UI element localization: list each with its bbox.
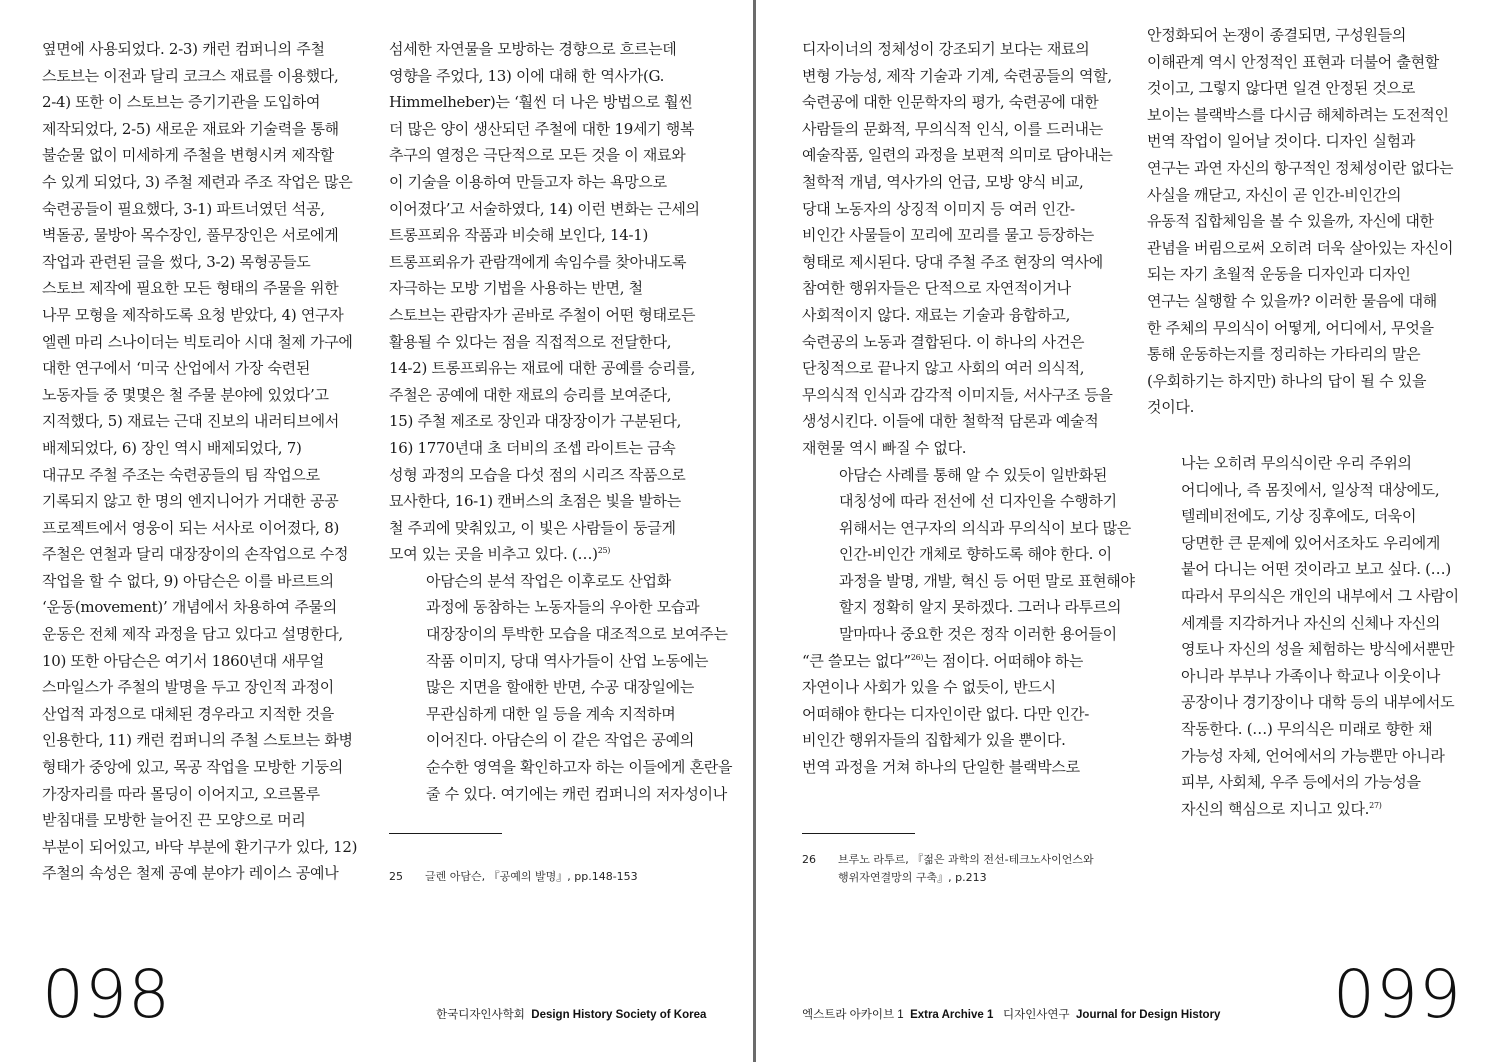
text-line: 많은 지면을 할애한 반면, 수공 대장일에는: [426, 678, 695, 697]
block-quote: [1181, 450, 1459, 822]
text-line: 이해관계 역시 안정적인 표현과 더불어 출현할: [1147, 52, 1439, 71]
text-line: 피부, 사회체, 우주 등에서의 가능성을: [1181, 773, 1421, 792]
text-line: 붙어 다니는 어떤 것이라고 보고 싶다. (…): [1181, 560, 1451, 579]
text-line: 것이다.: [1147, 398, 1195, 417]
text-line: 산업적 과정으로 대체된 경우라고 지적한 것을: [42, 704, 334, 723]
footnote-text: 글렌 아담슨, 『공예의 발명』, pp.148-153: [425, 870, 638, 883]
text-line: 사람들의 문화적, 무의식적 인식, 이를 드러내는: [802, 119, 1103, 138]
text-line: 것이고, 그렇지 않다면 일견 안정된 것으로: [1147, 79, 1416, 98]
text-line: 2-4) 또한 이 스토브는 증기기관을 도입하여: [42, 93, 321, 112]
folio-korean-2: 디자인사연구: [1002, 1009, 1070, 1021]
footnote-26: [802, 851, 1094, 887]
text-line: 연구는 실행할 수 있을까? 이러한 물음에 대해: [1147, 291, 1437, 310]
text-line: 자극하는 모방 기법을 사용하는 반면, 철: [389, 279, 643, 298]
text-line: 제작되었다, 2-5) 새로운 재료와 기술력을 통해: [42, 119, 339, 138]
footnote-25: [389, 868, 638, 886]
text-line: 성형 과정의 모습을 다섯 점의 시리즈 작품으로: [389, 465, 686, 484]
text-line: 스토브는 이전과 달리 코크스 재료를 이용했다,: [42, 66, 339, 85]
text-line: ‘운동(movement)’ 개념에서 차용하여 주물의: [42, 598, 337, 617]
text-line: 15) 주철 제조로 장인과 대장장이가 구분된다,: [389, 412, 682, 431]
left-column-2-para-1-last: [389, 541, 719, 568]
footnote-ref-27: 27): [1369, 800, 1382, 810]
text-line: Himmelheber)는 ‘훨씬 더 나은 방법으로 훨씬: [389, 93, 693, 112]
text-line: 아담슨 사례를 통해 알 수 있듯이 일반화된: [839, 465, 1108, 484]
text-line: 영토나 자신의 성을 체험하는 방식에서뿐만: [1181, 640, 1455, 659]
text-line: 스토브 제작에 필요한 모든 형태의 주물을 위한: [42, 279, 339, 298]
text-line: 대규모 주철 주조는 숙련공들의 팀 작업으로: [42, 465, 320, 484]
text-line: 모여 있는 곳을 비추고 있다. (…): [389, 545, 598, 564]
text-line: 지적했다, 5) 재료는 근대 진보의 내러티브에서: [42, 412, 340, 431]
text-line: 무관심하게 대한 일 등을 계속 지적하며: [426, 704, 676, 723]
text-line: 이어진다. 아담슨의 이 같은 작업은 공예의: [426, 731, 695, 750]
text-line: 할지 정확히 알지 못하겠다. 그러나 라투르의: [839, 598, 1122, 617]
right-column-1-para-2-end: [802, 674, 1132, 780]
text-line: 당대 노동자의 상징적 이미지 등 여러 인간-: [802, 199, 1075, 218]
text-line: 10) 또한 아담슨은 여기서 1860년대 새무얼: [42, 651, 325, 670]
text-line: 16) 1770년대 초 더비의 조셉 라이트는 금속: [389, 438, 676, 457]
text-line: 자신의 핵심으로 지니고 있다.: [1181, 799, 1370, 818]
footnote-number: 26: [802, 853, 816, 866]
text-line: 위해서는 연구자의 의식과 무의식이 보다 많은: [839, 518, 1131, 537]
text-line: 스토브는 관람자가 곧바로 주철이 어떤 형태로든: [389, 305, 696, 324]
text-line: 노동자들 중 몇몇은 철 주물 분야에 있었다’고: [42, 385, 329, 404]
text-line: 철 주괴에 맞춰있고, 이 빛은 사람들이 둥글게: [389, 518, 676, 537]
right-column-1-para-2-fnline: [802, 648, 1132, 675]
text-line: 가능성 자체, 언어에서의 가능뿐만 아니라: [1181, 746, 1445, 765]
text-line: 비인간 행위자들의 집합체가 있을 뿐이다.: [802, 731, 1066, 750]
page-number-left: 098: [42, 956, 171, 1033]
text-line: 묘사한다, 16-1) 캔버스의 초점은 빛을 발하는: [389, 492, 681, 511]
text-line: 배제되었다, 6) 장인 역시 배제되었다, 7): [42, 438, 302, 457]
text-line: 대한 연구에서 ‘미국 산업에서 가장 숙련된: [42, 359, 311, 378]
text-line: 재현물 역시 빠질 수 없다.: [802, 438, 967, 457]
text-line: 번역 과정을 거쳐 하나의 단일한 블랙박스로: [802, 758, 1080, 777]
text-line: 인간-비인간 개체로 향하도록 해야 한다. 이: [839, 545, 1112, 564]
folio-left: [436, 1006, 706, 1024]
text-line: 작업을 할 수 없다, 9) 아담슨은 이를 바르트의: [42, 571, 334, 590]
footnote-ref-26: 26): [910, 652, 924, 662]
text-line: 형태로 제시된다. 당대 주철 주조 현장의 역사에: [802, 252, 1103, 271]
folio-korean: 한국디자인사학회: [436, 1009, 525, 1021]
text-line: 철학적 개념, 역사가의 언급, 모방 양식 비교,: [802, 172, 1084, 191]
text-line: 따라서 무의식은 개인의 내부에서 그 사람이: [1181, 586, 1459, 605]
text-line: 통해 운동하는지를 정리하는 가타리의 말은: [1147, 345, 1421, 364]
text-line: 나무 모형을 제작하도록 요청 받았다, 4) 연구자: [42, 305, 344, 324]
text-line: 자연이나 사회가 있을 수 없듯이, 반드시: [802, 678, 1056, 697]
footnote-rule-left: [389, 833, 502, 834]
text-line: 어디에나, 즉 몸짓에서, 일상적 대상에도,: [1181, 480, 1440, 499]
text-line: 트롱프뢰유 작품과 비슷해 보인다, 14-1): [389, 226, 649, 245]
text-line: 디자이너의 정체성이 강조되기 보다는 재료의: [802, 40, 1090, 58]
text-line: 안정화되어 논쟁이 종결되면, 구성원들의: [1147, 26, 1407, 44]
text-line: 받침대를 모방한 늘어진 끈 모양으로 머리: [42, 811, 306, 830]
footnote-number: 25: [389, 870, 403, 883]
text-line: 순수한 영역을 확인하고자 하는 이들에게 혼란을: [426, 758, 733, 777]
text-line: “큰 쓸모는 없다”: [802, 651, 911, 670]
book-spine: [753, 0, 756, 1062]
text-line: 과정에 동참하는 노동자들의 우아한 모습과: [426, 598, 700, 617]
text-line: 가장자리를 따라 몰딩이 이어지고, 오르몰루: [42, 784, 320, 803]
text-line: 옆면에 사용되었다. 2-3) 캐런 컴퍼니의 주철: [42, 40, 325, 58]
text-line: 참여한 행위자들은 단적으로 자연적이거나: [802, 279, 1071, 298]
text-line: 영향을 주었다, 13) 이에 대해 한 역사가(G.: [389, 66, 665, 85]
text-line: 공장이나 경기장이나 대학 등의 내부에서도: [1181, 693, 1455, 712]
right-column-1-para-2: [802, 462, 1135, 648]
text-line: 나는 오히려 무의식이란 우리 주위의: [1181, 454, 1412, 472]
page-number-right: 099: [1333, 956, 1462, 1033]
text-line: 유동적 집합체임을 볼 수 있을까, 자신에 대한: [1147, 212, 1434, 231]
text-line: 연구는 과연 자신의 항구적인 정체성이란 없다는: [1147, 158, 1454, 177]
text-line: 주철은 공예에 대한 재료의 승리를 보여준다,: [389, 385, 672, 404]
text-line: 당면한 큰 문제에 있어서조차도 우리에게: [1181, 533, 1441, 552]
text-line: 불순물 없이 미세하게 주철을 변형시켜 제작할: [42, 146, 334, 165]
text-line: 관념을 버림으로써 오히려 더욱 살아있는 자신이: [1147, 238, 1454, 257]
folio-korean-1: 엑스트라 아카이브 1: [802, 1009, 904, 1021]
text-line: 세계를 지각하거나 자신의 신체나 자신의: [1181, 613, 1441, 632]
text-line: 대장장이의 투박한 모습을 대조적으로 보여주는: [426, 625, 728, 644]
text-line: 는 점이다. 어떠해야 하는: [923, 651, 1084, 670]
text-line: (우회하기는 하지만) 하나의 답이 될 수 있을: [1147, 371, 1427, 390]
text-line: 변형 가능성, 제작 기술과 기계, 숙련공들의 역할,: [802, 66, 1112, 85]
text-line: 섬세한 자연물을 모방하는 경향으로 흐르는데: [389, 40, 677, 58]
footnote-ref-25: 25): [597, 546, 611, 556]
text-line: 숙련공들이 필요했다, 3-1) 파트너였던 석공,: [42, 199, 325, 218]
left-column-2: [389, 36, 733, 807]
text-line: 무의식적 인식과 감각적 이미지들, 서사구조 등을: [802, 385, 1113, 404]
text-line: 숙련공의 노동과 결합된다. 이 하나의 사건은: [802, 332, 1085, 351]
text-line: 추구의 열정은 극단적으로 모든 것을 이 재료와: [389, 146, 686, 165]
block-quote-last: [1181, 796, 1459, 823]
text-line: 이어졌다’고 서술하였다, 14) 이런 변화는 근세의: [389, 199, 700, 218]
text-line: 한 주체의 무의식이 어떻게, 어디에서, 무엇을: [1147, 318, 1434, 337]
folio-english-1: Extra Archive 1: [910, 1009, 994, 1021]
text-line: 작동한다. (…) 무의식은 미래로 향한 채: [1181, 719, 1433, 738]
text-line: 텔레비전에도, 기상 징후에도, 더욱이: [1181, 507, 1417, 526]
text-line: 이 기술을 이용하여 만들고자 하는 욕망으로: [389, 172, 667, 191]
text-line: 수 있게 되었다, 3) 주철 제련과 주조 작업은 많은: [42, 172, 353, 191]
right-column-2: [1147, 22, 1477, 421]
text-line: 인용한다, 11) 캐런 컴퍼니의 주철 스토브는 화병: [42, 731, 353, 750]
right-column-1: [802, 36, 1135, 781]
text-line: 보이는 블랙박스를 다시금 해체하려는 도전적인: [1147, 105, 1449, 124]
text-line: 작업과 관련된 글을 썼다, 3-2) 목형공들도: [42, 252, 311, 271]
folio-english: Design History Society of Korea: [531, 1009, 707, 1021]
text-line: 작품 이미지, 당대 역사가들이 산업 노동에는: [426, 651, 709, 670]
text-line: 형태가 중앙에 있고, 목공 작업을 모방한 기둥의: [42, 758, 343, 777]
text-line: 활용될 수 있다는 점을 직접적으로 전달한다,: [389, 332, 672, 351]
text-line: 어떠해야 한다는 디자인이란 없다. 다만 인간-: [802, 704, 1089, 723]
folio-right: [802, 1006, 1220, 1024]
text-line: 부분이 되어있고, 바닥 부분에 환기구가 있다, 12): [42, 837, 358, 856]
text-line: 말마따나 중요한 것은 정작 이러한 용어들이: [839, 625, 1117, 644]
text-line: 생성시킨다. 이들에 대한 철학적 담론과 예술적: [802, 412, 1099, 431]
text-line: 사실을 깨닫고, 자신이 곧 인간-비인간의: [1147, 185, 1402, 204]
left-column-1: [42, 36, 372, 887]
footnote-text-line-2: 행위자연결망의 구축』, p.213: [838, 871, 987, 884]
text-line: 기록되지 않고 한 명의 엔지니어가 거대한 공공: [42, 492, 339, 511]
text-line: 더 많은 양이 생산되던 주철에 대한 19세기 행복: [389, 119, 695, 138]
text-line: 비인간 사물들이 꼬리에 꼬리를 물고 등장하는: [802, 226, 1094, 245]
text-line: 스마일스가 주철의 발명을 두고 장인적 과정이: [42, 678, 334, 697]
text-line: 아담슨의 분석 작업은 이후로도 산업화: [426, 571, 671, 590]
text-line: 벽돌공, 물방아 목수장인, 풀무장인은 서로에게: [42, 226, 339, 245]
text-line: 프로젝트에서 영웅이 되는 서사로 이어졌다, 8): [42, 518, 340, 537]
text-line: 과정을 발명, 개발, 혁신 등 어떤 말로 표현해야: [839, 571, 1135, 590]
text-line: 사회적이지 않다. 재료는 기술과 융합하고,: [802, 305, 1071, 324]
right-column-1-para-1: [802, 36, 1132, 462]
text-line: 대칭성에 따라 전선에 선 디자인을 수행하기: [839, 492, 1117, 511]
text-line: 주철의 속성은 철제 공예 분야가 레이스 공예나: [42, 864, 339, 883]
text-line: 단칭적으로 끝나지 않고 사회의 여러 의식적,: [802, 359, 1085, 378]
footnote-rule-right: [802, 833, 915, 834]
text-line: 번역 작업이 일어날 것이다. 디자인 실험과: [1147, 132, 1416, 151]
text-line: 엘렌 마리 스나이더는 빅토리아 시대 철제 가구에: [42, 332, 353, 351]
text-line: 주철은 연철과 달리 대장장이의 손작업으로 수정: [42, 545, 349, 564]
folio-english-2: Journal for Design History: [1076, 1009, 1221, 1021]
text-line: 트롱프뢰유가 관람객에게 속임수를 찾아내도록: [389, 252, 687, 271]
footnote-text-line-1: 브루노 라투르, 『젊은 과학의 전선-테크노사이언스와: [838, 853, 1094, 866]
text-line: 아니라 부부나 가족이나 학교나 이웃이나: [1181, 666, 1441, 685]
text-line: 운동은 전체 제작 과정을 담고 있다고 설명한다,: [42, 625, 343, 644]
left-column-2-para-2: [389, 568, 733, 807]
text-line: 줄 수 있다. 여기에는 캐런 컴퍼니의 저자성이나: [426, 784, 727, 803]
text-line: 예술작품, 일련의 과정을 보편적 의미로 담아내는: [802, 146, 1113, 165]
text-line: 14-2) 트롱프뢰유는 재료에 대한 공예를 승리를,: [389, 359, 696, 378]
block-quote-lines: [1181, 450, 1459, 796]
text-line: 숙련공에 대한 인문학자의 평가, 숙련공에 대한: [802, 93, 1099, 112]
left-column-2-para-1: [389, 36, 719, 541]
text-line: 되는 자기 초월적 운동을 디자인과 디자인: [1147, 265, 1411, 284]
